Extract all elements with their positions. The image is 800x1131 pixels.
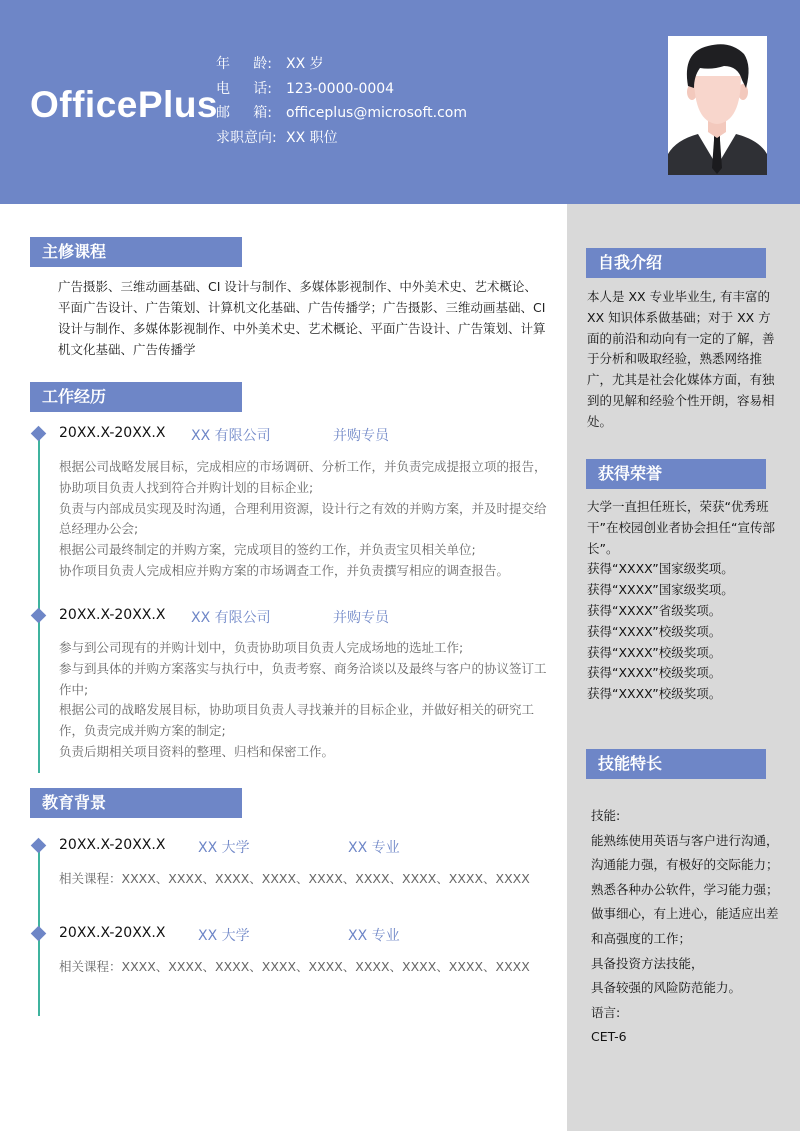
edu-entry-1-date: 20XX.X-20XX.X	[59, 837, 166, 853]
skill-item: 具备投资方法技能，	[591, 955, 704, 971]
work-entry-1-role: 并购专员	[333, 428, 389, 444]
skill-item: CET-6	[591, 1029, 627, 1045]
edu-entry-1-school: XX 大学	[198, 840, 250, 856]
honor-item: 获得“XXXX”国家级奖项。	[587, 582, 734, 598]
info-age-value: XX 岁	[286, 56, 324, 72]
work-entry-2-line: 参与到具体的并购方案落实与执行中，负责考察、商务洽谈以及最终与客户的协议签订工作中;	[59, 660, 547, 697]
work-entry-1-line: 根据公司最终制定的并购方案，完成项目的签约工作，并负责宝贝相关单位;	[59, 542, 476, 558]
work-entry-2-org: XX 有限公司	[191, 610, 271, 626]
timeline-marker-icon	[31, 926, 47, 942]
info-email-label: 邮 箱:	[216, 105, 272, 121]
skill-item: 能熟练使用英语与客户进行沟通，	[591, 832, 779, 848]
edu-entry-2-courses: 相关课程：XXXX、XXXX、XXXX、XXXX、XXXX、XXXX、XXXX、XXXX、XXXX	[59, 959, 530, 974]
skill-item: 沟通能力强，有极好的交际能力；	[591, 857, 779, 873]
edu-entry-1-major: XX 专业	[348, 840, 400, 856]
skill-item: 做事细心，有上进心，能适应出差	[591, 906, 779, 922]
section-title-education: 教育背景	[30, 788, 242, 818]
avatar-icon	[668, 36, 767, 175]
section-title-honors: 获得荣誉	[586, 459, 766, 489]
info-email	[216, 101, 467, 126]
info-intent-label: 求职意向:	[216, 129, 277, 146]
section-title-courses: 主修课程	[30, 237, 242, 267]
honor-item: 大学一直担任班长，荣获“优秀班干”在校园创业者协会担任“宣传部长”。	[587, 499, 775, 556]
section-title-work: 工作经历	[30, 382, 242, 412]
info-intent-value: XX 职位	[286, 129, 338, 146]
skill-item: 和高强度的工作；	[591, 930, 692, 946]
timeline-marker-icon	[31, 426, 47, 442]
info-age	[216, 52, 467, 77]
skills-list	[591, 804, 791, 1050]
info-phone-value: 123-0000-0004	[286, 80, 395, 97]
work-entry-1-desc	[59, 457, 547, 582]
work-entry-1-line: 协作项目负责人完成相应并购方案的市场调查工作，并负责撰写相应的调查报告。	[59, 562, 510, 578]
work-entry-2-date: 20XX.X-20XX.X	[59, 607, 166, 623]
work-entry-2-line: 负责后期相关项目资料的整理、归档和保密工作。	[59, 743, 335, 759]
edu-entry-2-school: XX 大学	[198, 928, 250, 944]
timeline-marker-icon	[31, 838, 47, 854]
section-title-skills: 技能特长	[586, 749, 766, 779]
honor-item: 获得“XXXX”校级奖项。	[587, 623, 722, 639]
work-entry-2-desc	[59, 638, 547, 763]
honor-item: 获得“XXXX”校级奖项。	[587, 644, 722, 660]
info-intent	[216, 126, 467, 151]
edu-entry-1-courses: 相关课程：XXXX、XXXX、XXXX、XXXX、XXXX、XXXX、XXXX、XXXX、XXXX	[59, 871, 530, 886]
work-entry-2-line: 根据公司的战略发展目标，协助项目负责人寻找兼并的目标企业，并做好相关的研究工作，负责完成并购方案的制定;	[59, 702, 535, 739]
honor-item: 获得“XXXX”校级奖项。	[587, 665, 722, 681]
work-entry-2-line: 参与到公司现有的并购计划中，负责协助项目负责人完成场地的选址工作;	[59, 640, 464, 655]
section-title-about: 自我介绍	[586, 248, 766, 278]
work-entry-1-date: 20XX.X-20XX.X	[59, 425, 166, 441]
skill-item: 熟悉各种办公软件，学习能力强；	[591, 881, 779, 897]
work-entry-2-role: 并购专员	[333, 610, 389, 626]
honor-item: 获得“XXXX”省级奖项。	[587, 602, 722, 618]
work-entry-1-line: 负责与内部成员实现及时沟通，合理利用资源，设计行之有效的并购方案，并及时提交给总经理办公会;	[59, 500, 547, 537]
work-entry-1-line: 根据公司战略发展目标，完成相应的市场调研、分析工作，并负责完成提报立项的报告，协助项目负责人找到符合并购计划的目标企业;	[59, 459, 547, 495]
info-phone-label: 电 话:	[216, 80, 272, 97]
timeline-marker-icon	[31, 608, 47, 624]
courses-text: 广告摄影、三维动画基础、CI 设计与制作、多媒体影视制作、中外美术史、艺术概论、平面广告设计、广告策划、计算机文化基础、广告传播学；广告摄影、三维动画基础、CI 设计与制作、多媒体影视制作、中外美术史、艺术概论、平面广告设计、广告策划、计算机文化基础、广告传播学	[58, 279, 546, 357]
edu-entry-2-date: 20XX.X-20XX.X	[59, 925, 166, 941]
work-entry-1-org: XX 有限公司	[191, 428, 271, 444]
personal-info	[216, 52, 467, 150]
info-email-value: officeplus@microsoft.com	[286, 105, 467, 121]
edu-entry-2-major: XX 专业	[348, 928, 400, 944]
work-timeline-line	[38, 433, 40, 773]
skill-item: 具备较强的风险防范能力。	[591, 980, 742, 996]
honor-item: 获得“XXXX”校级奖项。	[587, 686, 722, 702]
honors-list	[587, 497, 787, 705]
skill-item: 语言:	[591, 1004, 621, 1020]
brand-name: OfficePlus	[30, 84, 218, 125]
info-phone	[216, 77, 467, 102]
avatar	[668, 36, 767, 175]
honor-item: 获得“XXXX”国家级奖项。	[587, 561, 734, 577]
about-text: 本人是 XX 专业毕业生, 有丰富的 XX 知识体系做基础；对于 XX 方面的前沿和动向有一定的了解，善于分析和吸取经验，熟悉网络推广，尤其是社会化媒体方面，有独到的见解和经验个性开朗，容易相处。	[587, 289, 775, 429]
skill-item: 技能:	[591, 808, 621, 823]
info-age-label: 年 龄:	[216, 56, 272, 72]
